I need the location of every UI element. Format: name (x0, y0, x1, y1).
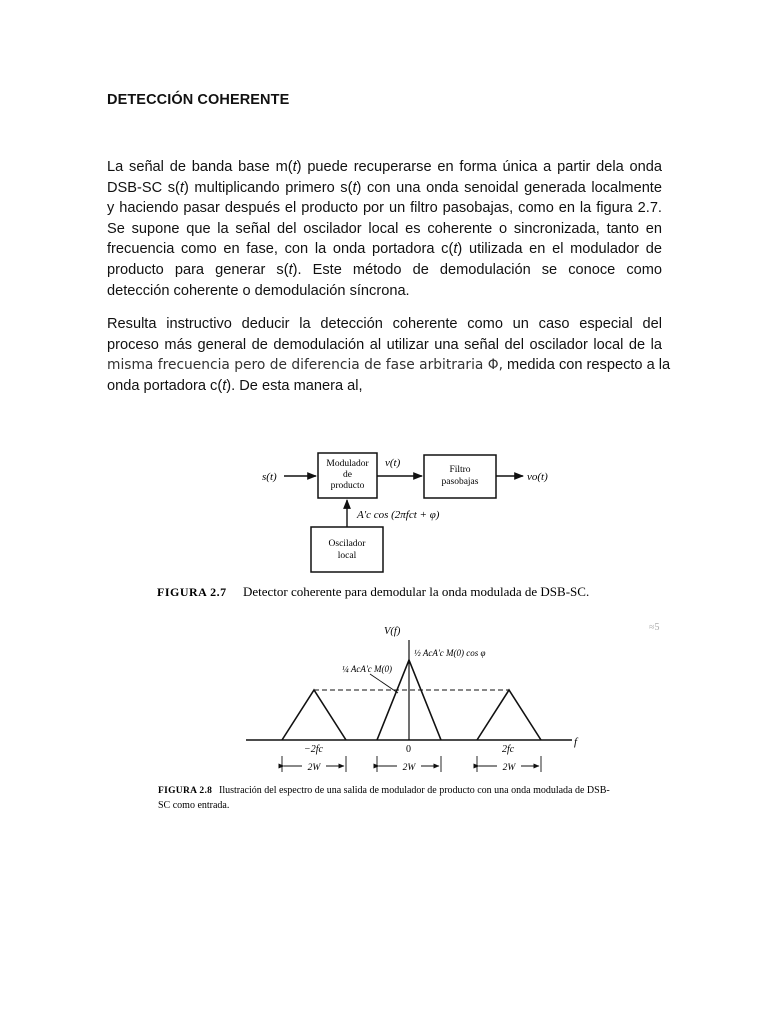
output-label: vo(t) (527, 471, 548, 483)
line-text: detección coherente o demodulación síncrona. (107, 282, 410, 299)
line-text: ) multiplicando primero s( (183, 179, 353, 196)
modulator-label-1: Modulador (326, 459, 369, 469)
tick-plus-2fc: 2fc (502, 744, 515, 755)
paragraph-2-line-2: proceso más general de demodulación al utilizar una señal del oscilador local de la (107, 336, 662, 353)
time-variable: t (222, 377, 227, 394)
section-heading: DETECCIÓN COHERENTE (107, 92, 290, 108)
tick-zero: 0 (406, 744, 411, 755)
local-oscillator-block (311, 527, 383, 572)
figure-2-7-caption: Detector coherente para demodular la onda modulada de DSB-SC. (243, 584, 590, 599)
oscillator-label-2: local (337, 551, 357, 561)
input-label: s(t) (262, 471, 277, 483)
line-text: producto para generar s( (107, 261, 289, 278)
time-variable: t (453, 241, 458, 258)
line-text: ) puede recuperarse en forma única a partir dela onda (296, 159, 662, 175)
line-text: DSB-SC s( (107, 179, 180, 196)
line-text: ) con una onda senoidal generada localmente (356, 179, 662, 196)
x-axis-label: f (574, 736, 578, 748)
time-variable: t (179, 179, 184, 196)
line-text: y haciendo pasar después el producto por un filtro pasobajas, como en la figura 2.7. (107, 200, 662, 217)
filter-label-1: Filtro (449, 465, 471, 475)
modulator-label-3: producto (330, 481, 365, 491)
left-spectrum-triangle (282, 690, 346, 740)
y-axis-label: V(f) (384, 626, 401, 637)
oscillator-label-1: Oscilador (328, 539, 366, 549)
figure-2-8-number: FIGURA 2.8 (158, 786, 213, 796)
line-4-end: ). De esta manera al, (226, 377, 363, 394)
line-text: ). Este método de demodulación se conoce como (292, 261, 663, 278)
line-text: ) utilizada en el modulador de (457, 241, 663, 258)
width-label-center: 2W (402, 763, 416, 773)
phase-clause: misma frecuencia pero de diferencia de fase arbitraria Φ, (107, 357, 503, 374)
corner-mark: ≈5 (649, 622, 660, 633)
right-spectrum-triangle (477, 690, 541, 740)
width-label-left: 2W (307, 763, 321, 773)
time-variable: t (292, 159, 297, 175)
side-amplitude-label: ¼ AcA'c M(0) (342, 664, 392, 674)
line-4-start: onda portadora c( (107, 377, 223, 394)
v-label: v(t) (385, 457, 401, 469)
peak-amplitude-label: ½ AcA'c M(0) cos φ (414, 648, 486, 658)
line-text: Se supone que la señal del oscilador local es coherente o sincronizada, tanto en (107, 220, 662, 237)
tick-minus-2fc: −2fc (304, 744, 323, 755)
carrier-label: A'c cos (2πfct + φ) (357, 509, 440, 521)
time-variable: t (352, 179, 357, 196)
paragraph-2-line-1: Resulta instructivo deducir la detección coherente como un caso especial del (107, 316, 662, 332)
filter-label-2: pasobajas (441, 477, 479, 487)
figure-2-8-caption-line-2: SC como entrada. (158, 800, 230, 811)
modulator-label-2: de (343, 470, 352, 480)
paragraph-2-line-3-end: medida con respecto a la (503, 357, 671, 374)
line-text: frecuencia como en fase, con la onda portadora c( (107, 241, 454, 258)
figure-2-8-caption-line-1: Ilustración del espectro de una salida de modulador de producto con una onda modulada de DSB- (219, 785, 610, 796)
width-label-right: 2W (502, 763, 516, 773)
figure-2-7-number: FIGURA 2.7 (157, 585, 227, 599)
time-variable: t (288, 261, 293, 278)
line-text: La señal de banda base m( (107, 159, 293, 175)
